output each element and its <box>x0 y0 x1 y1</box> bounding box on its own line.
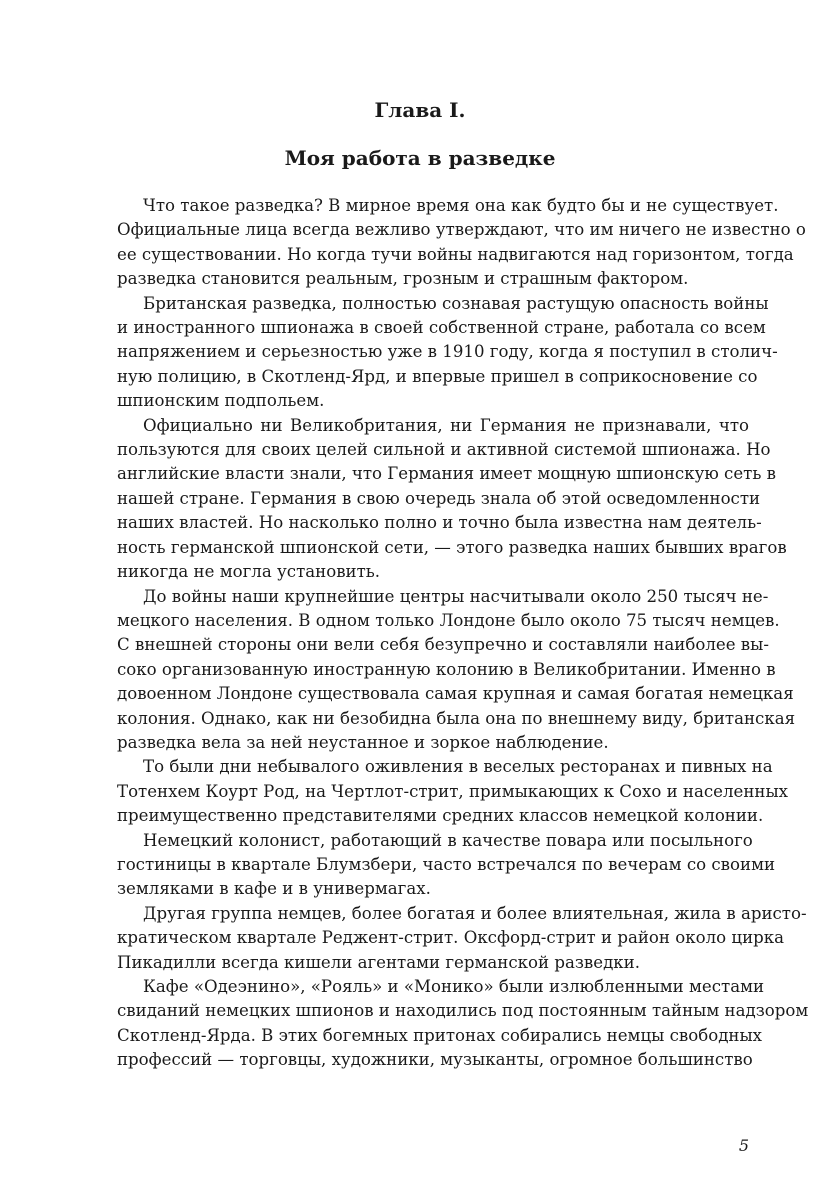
text-line: Официальные лица всегда вежливо утверждают, что им ничего не известно о <box>117 220 806 240</box>
text-line: соко организованную иностранную колонию в Великобритании. Именно в <box>117 659 776 679</box>
page-number: 5 <box>738 1136 749 1155</box>
text-line: Официально ни Великобритания, ни Германия не признавали, что <box>143 415 749 435</box>
text-line: То были дни небывалого оживления в веселых ресторанах и пивных на <box>143 757 773 777</box>
text-line: Что такое разведка? В мирное время она как будто бы и не существует. <box>143 196 779 215</box>
text-line: напряжением и серьезностью уже в 1910 году, когда я поступил в столич- <box>117 342 778 362</box>
text-line: наших властей. Но насколько полно и точно была известна нам деятель- <box>117 513 762 533</box>
text-line: и иностранного шпионажа в своей собственной стране, работала со всем <box>117 318 766 338</box>
text-line: До войны наши крупнейшие центры насчитывали около 250 тысяч не- <box>143 586 769 606</box>
paragraph <box>117 975 809 1073</box>
paragraph <box>117 902 807 975</box>
chapter-title: Моя работа в разведке <box>284 146 556 170</box>
text-line: пользуются для своих целей сильной и активной системой шпионажа. Но <box>117 440 771 460</box>
text-line: Тотенхем Коурт Род, на Чертлот-стрит, примыкающих к Сохо и населенных <box>117 781 789 801</box>
paragraph <box>117 292 778 414</box>
text-line: нашей стране. Германия в свою очередь знала об этой осведомленности <box>117 488 761 508</box>
text-line: профессий — торговцы, художники, музыканты, огромное большинство <box>117 1050 753 1070</box>
text-line: Пикадилли всегда кишели агентами германской разведки. <box>117 952 640 972</box>
text-line: мецкого населения. В одном только Лондоне было около 75 тысяч немцев. <box>117 610 780 630</box>
text-line: ее существовании. Но когда тучи войны надвигаются над горизонтом, тогда <box>117 244 794 264</box>
text-line: шпионским подпольем. <box>117 391 325 411</box>
text-line: ность германской шпионской сети, — этого разведка наших бывших врагов <box>117 537 787 557</box>
text-line: Немецкий колонист, работающий в качестве повара или посыльного <box>143 830 753 850</box>
paragraph <box>117 194 806 292</box>
text-line: довоенном Лондоне существовала самая крупная и самая богатая немецкая <box>117 684 794 704</box>
text-line: преимущественно представителями средних классов немецкой колонии. <box>117 806 764 826</box>
text-line: гостиницы в квартале Блумзбери, часто встречался по вечерам со своими <box>117 854 776 874</box>
text-line: разведка становится реальным, грозным и страшным фактором. <box>117 269 689 289</box>
text-line: свиданий немецких шпионов и находились под постоянным тайным надзором <box>117 1001 809 1021</box>
text-line: Британская разведка, полностью сознавая растущую опасность войны <box>143 293 769 313</box>
text-line: разведка вела за ней неустанное и зоркое наблюдение. <box>117 732 609 752</box>
paragraph <box>117 585 796 756</box>
text-line: Кафе «Одеэнино», «Рояль» и «Монико» были излюбленными местами <box>143 977 765 996</box>
body-text <box>117 194 809 1073</box>
paragraph <box>117 755 789 828</box>
text-line: Скотленд-Ярда. В этих богемных притонах собирались немцы свободных <box>117 1025 763 1045</box>
text-line: колония. Однако, как ни безобидна была она по внешнему виду, британская <box>117 708 796 728</box>
chapter-heading: Глава I. <box>374 98 466 122</box>
text-line: земляками в кафе и в универмагах. <box>117 879 431 899</box>
text-line: никогда не могла установить. <box>117 562 381 582</box>
text-line: английские власти знали, что Германия имеет мощную шпионскую сеть в <box>117 464 776 484</box>
text-line: С внешней стороны они вели себя безупречно и составляли наиболее вы- <box>117 635 769 655</box>
text-line: кратическом квартале Реджент-стрит. Оксфорд-стрит и район около цирка <box>117 928 785 948</box>
paragraph <box>117 829 776 902</box>
paragraph <box>117 414 787 585</box>
text-line: Другая группа немцев, более богатая и более влиятельная, жила в аристо- <box>143 903 807 923</box>
text-line: ную полицию, в Скотленд-Ярд, и впервые пришел в соприкосновение со <box>117 366 758 386</box>
